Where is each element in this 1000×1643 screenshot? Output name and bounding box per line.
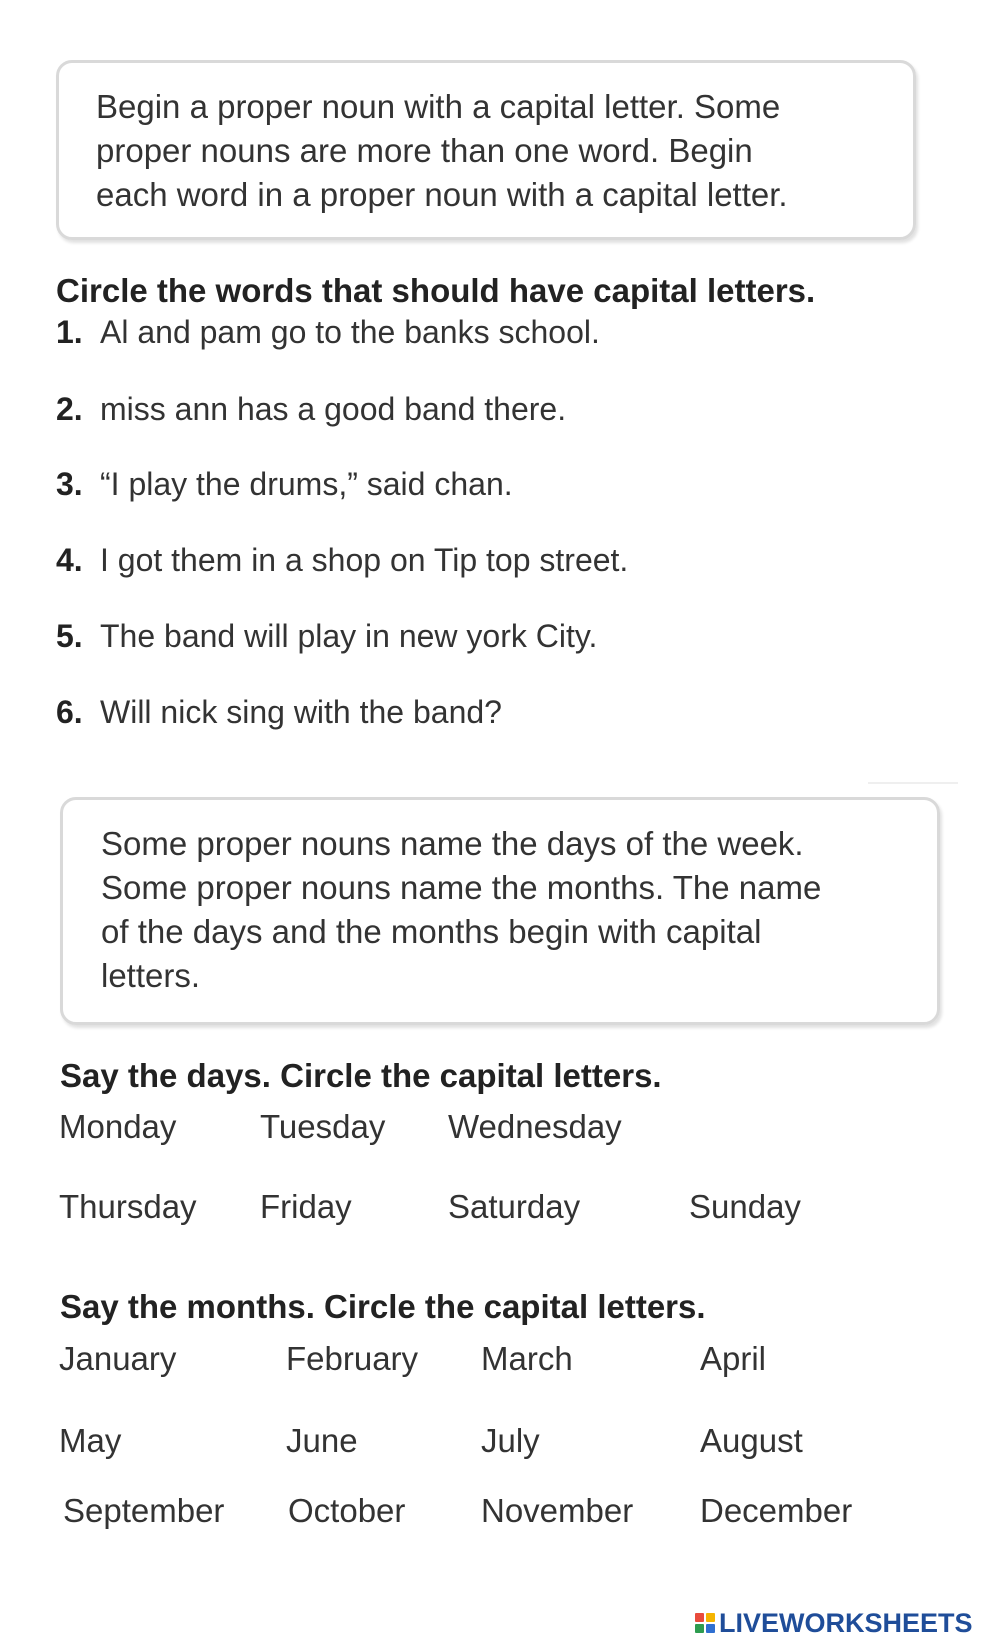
day-word[interactable]: Tuesday — [260, 1108, 386, 1145]
rule-line: Some proper nouns name the months. The name — [101, 869, 822, 906]
day-word[interactable]: Friday — [260, 1188, 352, 1225]
logo-tile — [706, 1613, 715, 1622]
sentence-text[interactable]: I got them in a shop on Tip top street. — [100, 542, 629, 578]
rule-box-days-months — [60, 797, 940, 1025]
sentence-text[interactable]: “I play the drums,” said chan. — [100, 466, 513, 502]
logo-tile — [706, 1624, 715, 1633]
month-word[interactable]: April — [700, 1340, 767, 1377]
sentence-item[interactable] — [56, 618, 597, 655]
sentence-text[interactable]: miss ann has a good band there. — [100, 391, 567, 427]
sentence-item[interactable] — [56, 466, 513, 503]
logo-text: LIVEWORKSHEETS — [719, 1607, 973, 1638]
sentence-item[interactable] — [56, 391, 566, 428]
logo-tile — [695, 1624, 704, 1633]
month-word[interactable]: November — [481, 1492, 634, 1529]
month-word[interactable]: January — [59, 1340, 177, 1377]
month-word[interactable]: May — [59, 1422, 122, 1459]
sentence-number: 1. — [56, 314, 83, 350]
sentence-number: 2. — [56, 391, 83, 427]
month-word[interactable]: June — [286, 1422, 358, 1459]
sentence-number: 3. — [56, 466, 83, 502]
sentence-text[interactable]: The band will play in new york City. — [100, 618, 598, 654]
sentence-item[interactable] — [56, 542, 628, 579]
sentence-text[interactable]: Al and pam go to the banks school. — [100, 314, 600, 350]
day-word[interactable]: Thursday — [59, 1188, 197, 1225]
day-word[interactable]: Wednesday — [448, 1108, 622, 1145]
month-word[interactable]: March — [481, 1340, 573, 1377]
rule-line: each word in a proper noun with a capital letter. — [96, 176, 788, 213]
month-word[interactable]: August — [700, 1422, 803, 1459]
rule-line: Begin a proper noun with a capital letter. Some — [96, 88, 781, 125]
month-word[interactable]: September — [63, 1492, 225, 1529]
month-word[interactable]: October — [288, 1492, 406, 1529]
rule-box-capital-letters — [56, 60, 916, 240]
liveworksheets-logo[interactable] — [695, 1608, 973, 1638]
sentence-number: 6. — [56, 694, 83, 730]
sentence-text[interactable]: Will nick sing with the band? — [100, 694, 502, 730]
month-word[interactable]: December — [700, 1492, 853, 1529]
logo-tiles-icon — [695, 1613, 715, 1633]
month-word[interactable]: February — [286, 1340, 419, 1377]
divider — [868, 782, 958, 784]
day-word[interactable]: Sunday — [689, 1188, 801, 1225]
sentence-number: 5. — [56, 618, 83, 654]
rule-line: of the days and the months begin with capital — [101, 913, 762, 950]
sentence-item[interactable] — [56, 314, 600, 351]
exercise-1-heading: Circle the words that should have capital letters. — [56, 272, 816, 309]
logo-tile — [695, 1613, 704, 1622]
sentence-item[interactable] — [56, 694, 502, 731]
month-word[interactable]: July — [481, 1422, 540, 1459]
rule-line: letters. — [101, 957, 201, 994]
rule-line: proper nouns are more than one word. Begin — [96, 132, 753, 169]
day-word[interactable]: Saturday — [448, 1188, 581, 1225]
sentence-number: 4. — [56, 542, 83, 578]
day-word[interactable]: Monday — [59, 1108, 177, 1145]
days-heading: Say the days. Circle the capital letters. — [60, 1057, 662, 1094]
rule-line: Some proper nouns name the days of the week. — [101, 825, 804, 862]
months-heading: Say the months. Circle the capital letters. — [60, 1288, 706, 1325]
